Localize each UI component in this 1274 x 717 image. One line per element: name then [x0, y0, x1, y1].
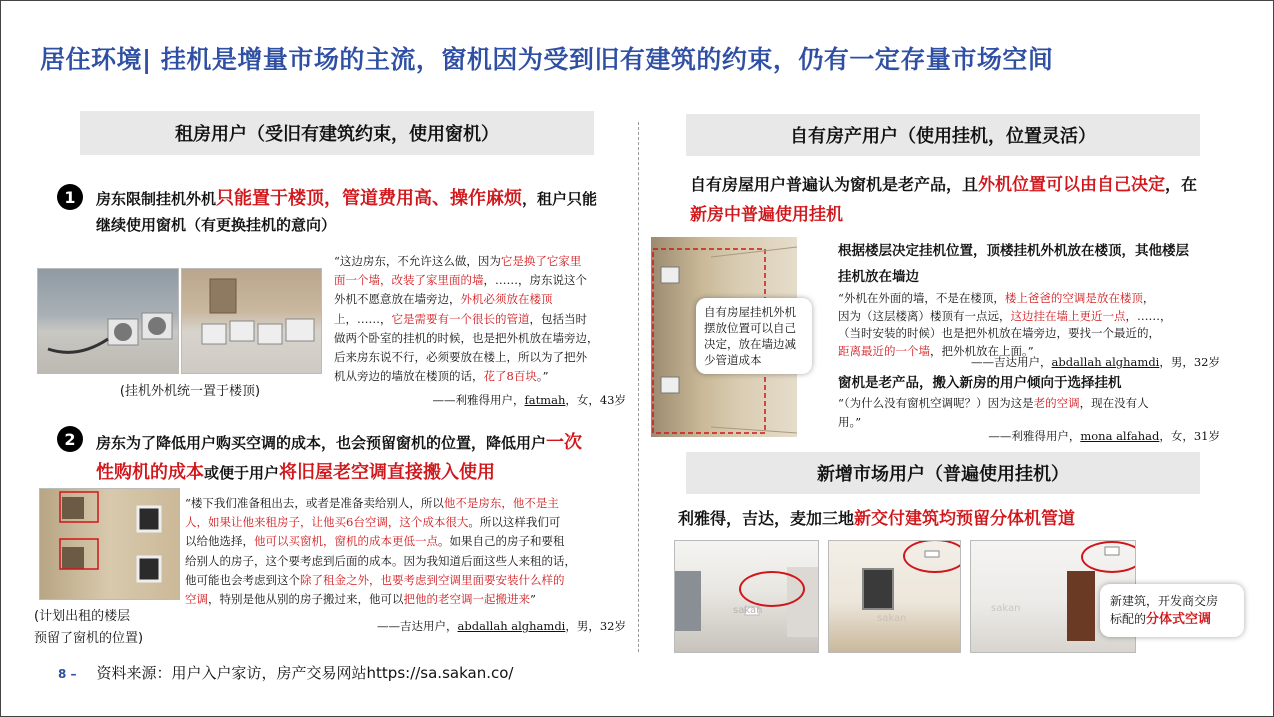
attribution-mona: ——利雅得用户，mona alfahad，女，31岁 [988, 429, 1220, 443]
section-header-owners: 自有房产用户（使用挂机，位置灵活） [686, 114, 1200, 156]
caption-rooftop: (挂机外机统一置于楼顶) [119, 384, 261, 399]
attribution-fatmah: ——利雅得用户，fatmah，女，43岁 [432, 393, 626, 407]
quote-mona: “（为什么没有窗机空调呢？）因为这是老的空调，现在没有人 用。” [838, 396, 1149, 429]
new-apartment-photo-1 [674, 540, 819, 653]
section-header-new-market: 新增市场用户（普遍使用挂机） [686, 452, 1200, 494]
new-apartment-photo-2 [828, 540, 961, 653]
owners-subpoint-2: 窗机是老产品，搬入新房的用户倾向于选择挂机 [838, 375, 1122, 391]
owners-intro: 自有房屋用户普遍认为窗机是老产品，且外机位置可以由自己决定，在 新房中普遍使用挂机 [690, 175, 1198, 225]
ac-highlight-ring [739, 571, 805, 607]
attribution-abdallah-2: ——吉达用户，abdallah alghamdi，男，32岁 [971, 355, 1220, 369]
number-badge-1: 1 [57, 184, 83, 210]
source-note: 资料来源：用户入户家访，房产交易网站https://sa.sakan.co/ [96, 664, 514, 682]
ac-highlight-ring [1081, 541, 1136, 573]
attribution-abdallah-1: ——吉达用户，abdallah alghamdi，男，32岁 [377, 619, 626, 633]
page-number: 8 – [58, 667, 77, 681]
new-building-callout: 新建筑，开发商交房 标配的分体式空调 [1100, 584, 1244, 637]
svg-text:sakan: sakan [877, 613, 907, 624]
page-title: 居住环境| 挂机是增量市场的主流，窗机因为受到旧有建筑的约束，仍有一定存量市场空间 [40, 45, 1054, 74]
ac-highlight-ring [903, 540, 961, 573]
new-market-intro: 利雅得，吉达，麦加三地新交付建筑均预留分体机管道 [678, 509, 1076, 529]
rooftop-ac-units-illustration [182, 269, 322, 374]
section-header-renters: 租房用户（受旧有建筑约束，使用窗机） [80, 111, 594, 155]
footer [58, 662, 513, 683]
quote-fatmah: “这边房东，不允许这么做，因为它是换了它家里 面一个墙，改装了家里面的墙，……，房东说这个 外机不愿意放在墙旁边，外机必须放在楼顶 上，……，它是需要有一个很长的管道，包括当时 做两个卧室的挂机的时候，也是把外机放在墙旁边， 后来房东说不行，必须要放在楼上，所以为了把外 机从旁边的墙放在楼顶的话，花了8百块。” [334, 254, 599, 384]
rooftop-ac-photo-1 [37, 268, 179, 374]
building-window-slots-illustration [40, 489, 180, 600]
svg-text:sakan: sakan [733, 605, 763, 616]
rooftop-ac-photo-2 [181, 268, 322, 374]
building-window-ac-photo [39, 488, 180, 600]
owners-subpoint-1: 根据楼层决定挂机位置，顶楼挂机外机放在楼顶，其他楼层 挂机放在墙边 [838, 243, 1189, 285]
quote-abdallah-2: “外机在外面的墙，不是在楼顶，楼上爸爸的空调是放在楼顶， 因为（这层楼离）楼顶有一点远，这边挂在墙上更近一点，……， （当时安装的时候）也是把外机放在墙旁边，要找一个最近的， 距离最近的一个墙，把外机放在上面。” [838, 291, 1172, 358]
point-1: 房东限制挂机外机只能置于楼顶，管道费用高、操作麻烦，租户只能 继续使用窗机（有更换挂机的意向） [96, 188, 598, 234]
column-divider [638, 122, 639, 652]
number-badge-2: 2 [57, 426, 83, 452]
svg-text:sakan: sakan [991, 603, 1021, 614]
rooftop-ac-units-illustration [38, 269, 179, 374]
caption-window-slots: (计划出租的楼层 预留了窗机的位置) [34, 609, 144, 646]
point-2: 房东为了降低用户购买空调的成本，也会预留窗机的位置，降低用户一次 性购机的成本或便于用户将旧屋老空调直接搬入使用 [96, 432, 583, 483]
owner-callout: 自有房屋挂机外机摆放位置可以自己决定，放在墙边减少管道成本 [696, 298, 812, 374]
quote-abdallah-1: “楼下我们准备租出去，或者是准备卖给别人，所以他不是房东，他不是主 人，如果让他来租房子，让他买6台空调，这个成本很大。所以这样我们可 以给他选择，他可以买窗机，窗机的成本更低一点。如果自己的房子和要租 给别人的房子，这个要考虑到后面的成本。因为我知道后面这些人来租的话， 他可能也会考虑到这个除了租金之外，也要考虑到空调里面要安装什么样的 空调，特别是他从别的房子搬过来，他可以把他的老空调一起搬进来” [185, 496, 576, 607]
